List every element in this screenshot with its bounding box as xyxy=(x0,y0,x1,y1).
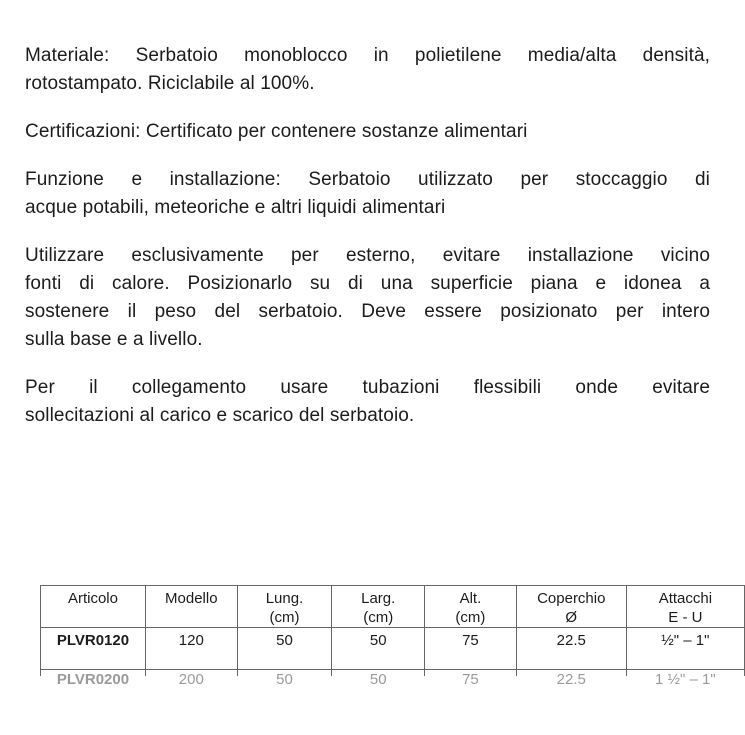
paragraph-line: Utilizzare esclusivamente per esterno, evitare installazione vicino xyxy=(25,245,710,266)
cell-articolo-clipped xyxy=(41,670,146,688)
cell-lunghezza: 50 xyxy=(237,628,332,670)
paragraph-collegamento xyxy=(25,374,710,430)
paragraph-materiale xyxy=(25,42,710,98)
header-label: Articolo xyxy=(67,590,118,607)
header-attacchi xyxy=(626,586,744,628)
cell-articolo: PLVR0120 xyxy=(41,628,146,670)
header-label: Lung. xyxy=(265,590,304,607)
header-label: Modello xyxy=(165,590,218,607)
spec-table-container xyxy=(40,585,745,688)
header-modello xyxy=(145,586,237,628)
header-label: Alt. xyxy=(459,590,482,607)
paragraph-certificazioni xyxy=(25,118,710,146)
paragraph-line: fonti di calore. Posizionarlo su di una superficie piana e idonea a xyxy=(25,273,710,294)
header-coperchio xyxy=(516,586,626,628)
cell-coperchio-clipped xyxy=(516,670,626,688)
cell-larghezza: 50 xyxy=(332,628,425,670)
cell-altezza: 75 xyxy=(425,628,517,670)
cell-larghezza-clipped xyxy=(332,670,425,688)
clipped-text: 22.5 xyxy=(556,671,586,688)
header-label: Attacchi xyxy=(658,590,713,607)
cell-attacchi: ½" – 1" xyxy=(626,628,744,670)
paragraph-line: Materiale: Serbatoio monoblocco in polietilene media/alta densità, xyxy=(25,45,710,66)
cell-altezza-clipped xyxy=(425,670,517,688)
header-altezza xyxy=(425,586,517,628)
header-sublabel: (cm) xyxy=(269,609,300,626)
cell-modello-clipped xyxy=(145,670,237,688)
clipped-text: 1 ½" – 1" xyxy=(655,671,716,688)
paragraph-line: sostenere il peso del serbatoio. Deve essere posizionato per intero xyxy=(25,301,710,322)
paragraph-line: Per il collegamento usare tubazioni flessibili onde evitare xyxy=(25,377,710,398)
clipped-text: 50 xyxy=(369,671,387,688)
header-sublabel: Ø xyxy=(565,609,578,626)
paragraph-line: Certificazioni: Certificato per contenere sostanze alimentari xyxy=(25,121,528,142)
header-sublabel: (cm) xyxy=(363,609,394,626)
header-sublabel: E - U xyxy=(668,609,703,626)
table-row-clipped xyxy=(41,670,745,677)
clipped-text: PLVR0200 xyxy=(56,671,130,688)
paragraph-line: sollecitazioni al carico e scarico del serbatoio. xyxy=(25,405,415,426)
table-header-row xyxy=(41,586,745,628)
paragraph-line: rotostampato. Riciclabile al 100%. xyxy=(25,73,315,94)
header-larghezza xyxy=(332,586,425,628)
table-row xyxy=(41,628,745,670)
paragraph-line: Funzione e installazione: Serbatoio utilizzato per stoccaggio di xyxy=(25,169,710,190)
clipped-text: 200 xyxy=(178,671,204,688)
paragraph-funzione xyxy=(25,166,710,222)
clipped-text: 50 xyxy=(276,671,293,688)
header-sublabel: (cm) xyxy=(455,609,486,626)
cell-coperchio: 22.5 xyxy=(516,628,626,670)
header-articolo xyxy=(41,586,146,628)
cell-modello: 120 xyxy=(145,628,237,670)
product-spec-table xyxy=(40,585,745,688)
header-lunghezza xyxy=(237,586,332,628)
cell-lunghezza-clipped xyxy=(237,670,332,688)
cell-attacchi-clipped xyxy=(626,670,744,688)
clipped-text: 75 xyxy=(462,671,479,688)
paragraph-line: sulla base e a livello. xyxy=(25,329,203,350)
paragraph-line: acque potabili, meteoriche e altri liquidi alimentari xyxy=(25,197,446,218)
header-label: Larg. xyxy=(361,590,396,607)
paragraph-utilizzo xyxy=(25,242,710,354)
header-label: Coperchio xyxy=(537,590,606,607)
